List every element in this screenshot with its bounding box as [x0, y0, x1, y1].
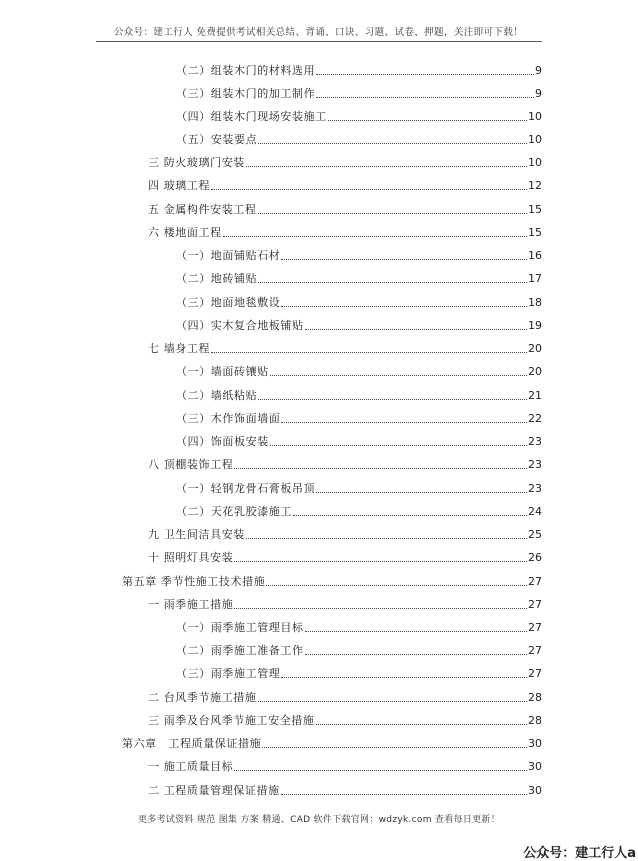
toc-entry-label: 八 顶棚装饰工程: [148, 458, 234, 471]
toc-entry[interactable]: [148, 689, 542, 705]
toc-entry-label: 第六章 工程质量保证措施: [122, 737, 262, 750]
toc-dot-leader: [293, 515, 527, 516]
toc-entry[interactable]: [148, 224, 542, 240]
toc-entry-label: 一 雨季施工措施: [148, 598, 234, 611]
toc-entry-label: 二 台风季节施工措施: [148, 691, 257, 704]
toc-entry-page: 24: [528, 505, 542, 518]
toc-entry-page: 16: [528, 249, 542, 262]
toc-dot-leader: [316, 97, 534, 98]
toc-entry-label: （一）地面铺贴石材: [176, 249, 281, 262]
page-header: 公众号：建工行人 免费提供考试相关总结、背诵、口诀、习题、试卷、押题，关注即可下载！: [113, 27, 524, 38]
toc-entry[interactable]: [176, 619, 542, 635]
toc-dot-leader: [258, 399, 527, 400]
toc-entry[interactable]: [148, 201, 542, 217]
toc-dot-leader: [305, 631, 527, 632]
toc-entry-label: 十 照明灯具安装: [148, 551, 234, 564]
toc-entry[interactable]: [148, 340, 542, 356]
toc-entry-label: 第五章 季节性施工技术措施: [122, 575, 266, 588]
toc-entry[interactable]: [176, 503, 542, 519]
toc-entry-page: 10: [528, 133, 542, 146]
toc-entry-label: 四 玻璃工程: [148, 179, 211, 192]
toc-entry-label: （二）雨季施工准备工作: [176, 644, 304, 657]
toc-entry-page: 30: [528, 784, 542, 797]
toc-entry[interactable]: [176, 131, 542, 147]
toc-entry-page: 15: [528, 226, 542, 239]
toc-entry-label: （三）地面地毯敷设: [176, 296, 281, 309]
toc-entry-page: 23: [528, 458, 542, 471]
toc-dot-leader: [281, 306, 527, 307]
toc-entry[interactable]: [148, 758, 542, 774]
toc-entry-page: 27: [528, 598, 542, 611]
toc-entry[interactable]: [176, 85, 542, 101]
page-footer: 更多考试资料 规范 图集 方案 精通、CAD 软件下载官网：wdzyk.com 查看每日更新！: [137, 815, 501, 825]
toc-entry-page: 22: [528, 412, 542, 425]
toc-entry-page: 23: [528, 435, 542, 448]
toc-entry-label: 二 工程质量管理保证措施: [148, 784, 280, 797]
toc-entry-page: 27: [528, 667, 542, 680]
toc-entry-label: （三）木作饰面墙面: [176, 412, 281, 425]
toc-entry[interactable]: [176, 363, 542, 379]
toc-entry-page: 10: [528, 156, 542, 169]
toc-entry-label: （三）雨季施工管理: [176, 667, 281, 680]
toc-entry[interactable]: [176, 62, 542, 78]
toc-entry[interactable]: [176, 410, 542, 426]
toc-entry-label: 一 施工质量目标: [148, 760, 234, 773]
toc-entry[interactable]: [176, 247, 542, 263]
toc-entry[interactable]: [148, 549, 542, 565]
toc-entry-label: （四）实木复合地板铺贴: [176, 319, 304, 332]
toc-entry-page: 9: [535, 87, 542, 100]
toc-entry-page: 28: [528, 691, 542, 704]
toc-entry-label: （二）组装木门的材料选用: [176, 64, 316, 77]
toc-entry-page: 19: [528, 319, 542, 332]
toc-entry-page: 28: [528, 714, 542, 727]
toc-entry[interactable]: [176, 387, 542, 403]
toc-entry-page: 10: [528, 110, 542, 123]
toc-dot-leader: [316, 74, 534, 75]
toc-entry[interactable]: [148, 712, 542, 728]
toc-entry-label: 五 金属构件安装工程: [148, 203, 257, 216]
toc-entry-label: （二）天花乳胶漆施工: [176, 505, 292, 518]
toc-entry[interactable]: [148, 177, 542, 193]
toc-entry-label: 三 雨季及台风季节施工安全措施: [148, 714, 315, 727]
toc-dot-leader: [234, 468, 527, 469]
toc-entry-label: 九 卫生间洁具安装: [148, 528, 245, 541]
toc-entry-label: （二）地砖铺贴: [176, 272, 258, 285]
toc-dot-leader: [305, 654, 527, 655]
toc-dot-leader: [270, 445, 527, 446]
toc-dot-leader: [234, 770, 527, 771]
toc-entry[interactable]: [148, 154, 542, 170]
toc-entry-page: 9: [535, 64, 542, 77]
toc-entry-page: 27: [528, 644, 542, 657]
toc-dot-leader: [281, 422, 527, 423]
toc-entry-page: 20: [528, 365, 542, 378]
toc-entry-label: 七 墙身工程: [148, 342, 211, 355]
toc-entry-page: 12: [528, 179, 542, 192]
toc-entry-label: 三 防火玻璃门安装: [148, 156, 245, 169]
toc-dot-leader: [281, 677, 527, 678]
toc-dot-leader: [316, 724, 528, 725]
toc-entry-page: 27: [528, 575, 542, 588]
toc-dot-leader: [211, 352, 527, 353]
toc-entry-page: 20: [528, 342, 542, 355]
toc-entry-page: 21: [528, 389, 542, 402]
toc-dot-leader: [223, 236, 527, 237]
toc-dot-leader: [258, 213, 528, 214]
toc-dot-leader: [270, 375, 527, 376]
toc-entry[interactable]: [148, 456, 542, 472]
toc-entry[interactable]: [176, 270, 542, 286]
toc-entry[interactable]: [122, 573, 542, 589]
toc-dot-leader: [246, 538, 527, 539]
toc-dot-leader: [316, 492, 527, 493]
toc-entry-label: （一）轻钢龙骨石膏板吊顶: [176, 482, 316, 495]
toc-entry[interactable]: [176, 294, 542, 310]
toc-entry[interactable]: [176, 665, 542, 681]
toc-entry[interactable]: [176, 480, 542, 496]
toc-entry-page: 23: [528, 482, 542, 495]
toc-entry-label: （五）安装要点: [176, 133, 258, 146]
watermark-text: 公众号：建工行人a: [523, 846, 636, 861]
toc-entry-label: 六 楼地面工程: [148, 226, 222, 239]
toc-entry[interactable]: [176, 108, 542, 124]
toc-entry-label: （一）墙面砖镶贴: [176, 365, 269, 378]
toc-dot-leader: [281, 259, 527, 260]
toc-entry-page: 30: [528, 737, 542, 750]
toc-entry-page: 17: [528, 272, 542, 285]
toc-dot-leader: [258, 143, 527, 144]
toc-entry[interactable]: [122, 735, 542, 751]
toc-dot-leader: [266, 585, 527, 586]
toc-entry-label: （四）饰面板安装: [176, 435, 269, 448]
toc-dot-leader: [305, 329, 527, 330]
toc-dot-leader: [281, 794, 527, 795]
toc-dot-leader: [258, 282, 527, 283]
toc-dot-leader: [211, 189, 527, 190]
toc-dot-leader: [262, 747, 527, 748]
toc-entry[interactable]: [148, 596, 542, 612]
toc-entry-label: （三）组装木门的加工制作: [176, 87, 316, 100]
toc-entry-page: 30: [528, 760, 542, 773]
toc-entry-label: （四）组装木门现场安装施工: [176, 110, 327, 123]
toc-entry[interactable]: [176, 433, 542, 449]
toc-entry-page: 25: [528, 528, 542, 541]
toc-dot-leader: [246, 166, 527, 167]
toc-entry[interactable]: [176, 317, 542, 333]
toc-entry[interactable]: [148, 782, 542, 798]
toc-entry-label: （一）雨季施工管理目标: [176, 621, 304, 634]
toc-dot-leader: [234, 608, 527, 609]
toc-dot-leader: [258, 701, 528, 702]
toc-entry[interactable]: [148, 526, 542, 542]
toc-dot-leader: [328, 120, 527, 121]
toc-entry-page: 27: [528, 621, 542, 634]
toc-entry-page: 26: [528, 551, 542, 564]
toc-entry-label: （二）墙纸粘贴: [176, 389, 258, 402]
toc-entry[interactable]: [176, 642, 542, 658]
toc-entry-page: 15: [528, 203, 542, 216]
toc-dot-leader: [234, 561, 527, 562]
toc-entry-page: 18: [528, 296, 542, 309]
